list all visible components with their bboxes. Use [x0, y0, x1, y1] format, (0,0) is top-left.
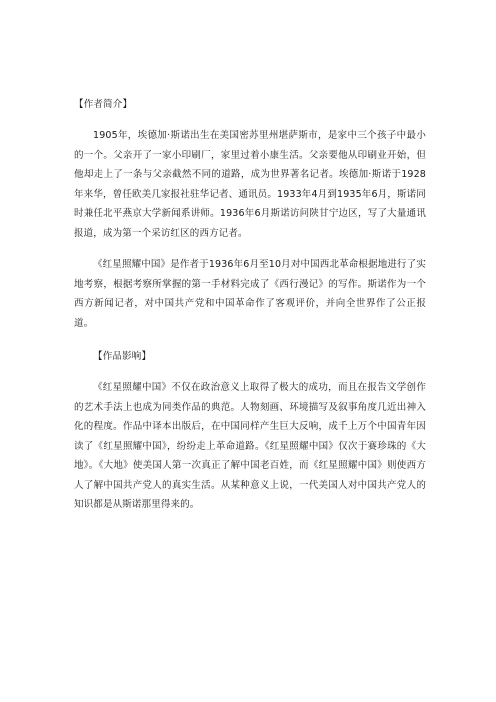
- paragraph-author-bio: 1905年，埃德加·斯诺出生在美国密苏里州堪萨斯市，是家中三个孩子中最小的一个。父亲开了一家小印刷厂，家里过着小康生活。父亲要他从印刷业开始，但他却走上了一条与父亲截然不同的道路，成为世界著名记者。埃德加·斯诺于1928年来华，曾任欧美几家报社驻华记者、通讯员。1933年4月到1935年6月，斯诺同时兼任北平燕京大学新闻系讲师。1936年6月斯诺访问陕甘宁边区，写了大量通讯报道，成为第一个采访红区的西方记者。: [74, 130, 426, 239]
- section-heading-work-impact: 【作品影响】: [93, 351, 152, 362]
- paragraph-work-impact: 《红星照耀中国》不仅在政治意义上取得了极大的成功，而且在报告文学创作的艺术手法上也成为同类作品的典范。人物刻画、环境描写及叙事角度几近出神入化的程度。作品中译本出版后，在中国同样产生巨大反响，成千上万个中国青年因读了《红星照耀中国》，纷纷走上革命道路。《红星照耀中国》仅次于赛珍珠的《大地》。《大地》使美国人第一次真正了解中国老百姓，而《红星照耀中国》则使西方人了解中国共产党人的真实生活。从某种意义上说，一代美国人对中国共产党人的知识都是从斯诺那里得来的。: [74, 382, 426, 510]
- paragraph-book-background: 《红星照耀中国》是作者于1936年6月至10月对中国西北革命根据地进行了实地考察，根据考察所掌握的第一手材料完成了《西行漫记》的写作。斯诺作为一个西方新闻记者，对中国共产党和中国革命作了客观评价，并向全世界作了公正报道。: [74, 259, 426, 329]
- document-body: [74, 95, 426, 515]
- section-heading-author-bio: 【作者简介】: [74, 99, 133, 110]
